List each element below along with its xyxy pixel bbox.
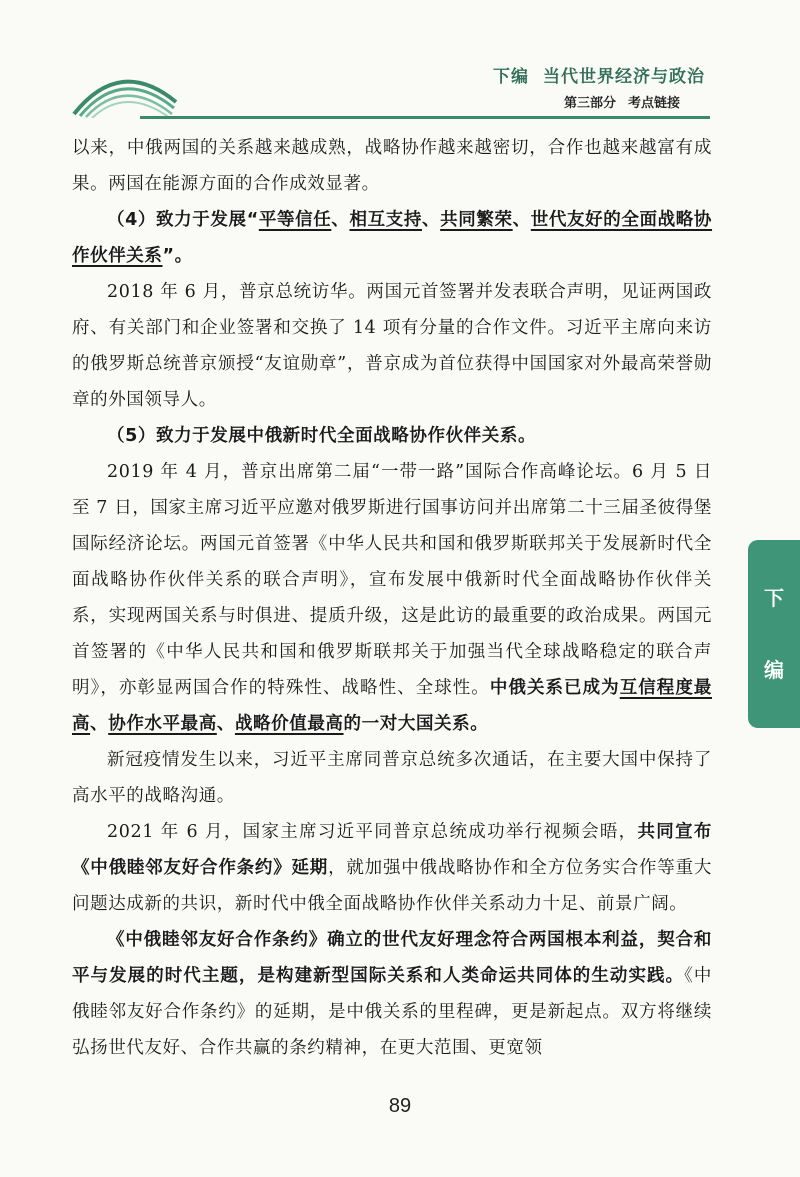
header-subtitle [564,92,680,111]
paragraph-7: 2021 年 6 月，国家主席习近平同普京总统成功举行视频会晤，共同宣布《中俄睦邻友好合作条约》延期，就加强中俄战略协作和全方位务实合作等重大问题达成新的共识，新时代中俄全面战略协作伙伴关系动力十足、前景广阔。 [72,822,712,914]
paragraph-8: 《中俄睦邻友好合作条约》确立的世代友好理念符合两国根本利益，契合和平与发展的时代主题，是构建新型国际关系和人类命运共同体的生动实践。《中俄睦邻友好合作条约》的延期，是中俄关系的里程碑，更是新起点。双方将继续弘扬世代友好、合作共赢的条约精神，在更大范围、更宽领 [72,930,712,1058]
side-tab-char-1: 下 [764,586,784,610]
header-book-title: 当代世界经济与政治 [543,67,705,87]
page-header [0,0,800,125]
header-volume: 下编 [493,67,529,87]
paragraph-6: 新冠疫情发生以来，习近平主席同普京总统多次通话，在主要大国中保持了高水平的战略沟通。 [72,750,712,806]
header-section: 考点链接 [627,96,680,111]
paragraph-3: 2018 年 6 月，普京总统访华。两国元首签署并发表联合声明，见证两国政府、有关部门和企业签署和交换了 14 项有分量的合作文件。习近平主席向来访的俄罗斯总统普京颁授“友谊勋章”，普京成为首位获得中国国家对外最高荣誉勋章的外国领导人。 [72,282,712,410]
side-tab-char-2: 编 [764,658,784,682]
header-rule [140,116,710,119]
paragraph-4: （5）致力于发展中俄新时代全面战略协作伙伴关系。 [107,426,537,446]
paragraph-5: 2019 年 4 月，普京出席第二届“一带一路”国际合作高峰论坛。6 月 5 日至 7 日，国家主席习近平应邀对俄罗斯进行国事访问并出席第二十三届圣彼得堡国际经济论坛。两国元首签署《中华人民共和国和俄罗斯联邦关于发展新时代全面战略协作伙伴关系的联合声明》，宣布发展中俄新时代全面战略协作伙伴关系，实现两国关系与时俱进、提质升级，这是此访的最重要的政治成果。两国元首签署的《中华人民共和国和俄罗斯联邦关于加强当代全球战略稳定的联合声明》，亦彰显两国合作的特殊性、战略性、全球性。中俄关系已成为互信程度最高、协作水平最高、战略价值最高的一对大国关系。 [72,462,712,734]
page-number: 89 [388,1095,412,1117]
side-tab-volume [748,540,800,728]
header-title [493,62,705,87]
paragraph-1: 以来，中俄两国的关系越来越成熟，战略协作越来越密切，合作也越来越富有成果。两国在能源方面的合作成效显著。 [72,138,712,194]
paragraph-2: （4）致力于发展“平等信任、相互支持、共同繁荣、世代友好的全面战略协作伙伴关系”。 [72,210,713,266]
page-body [72,130,712,1066]
header-arc-decoration [70,62,180,118]
header-part: 第三部分 [563,96,616,111]
